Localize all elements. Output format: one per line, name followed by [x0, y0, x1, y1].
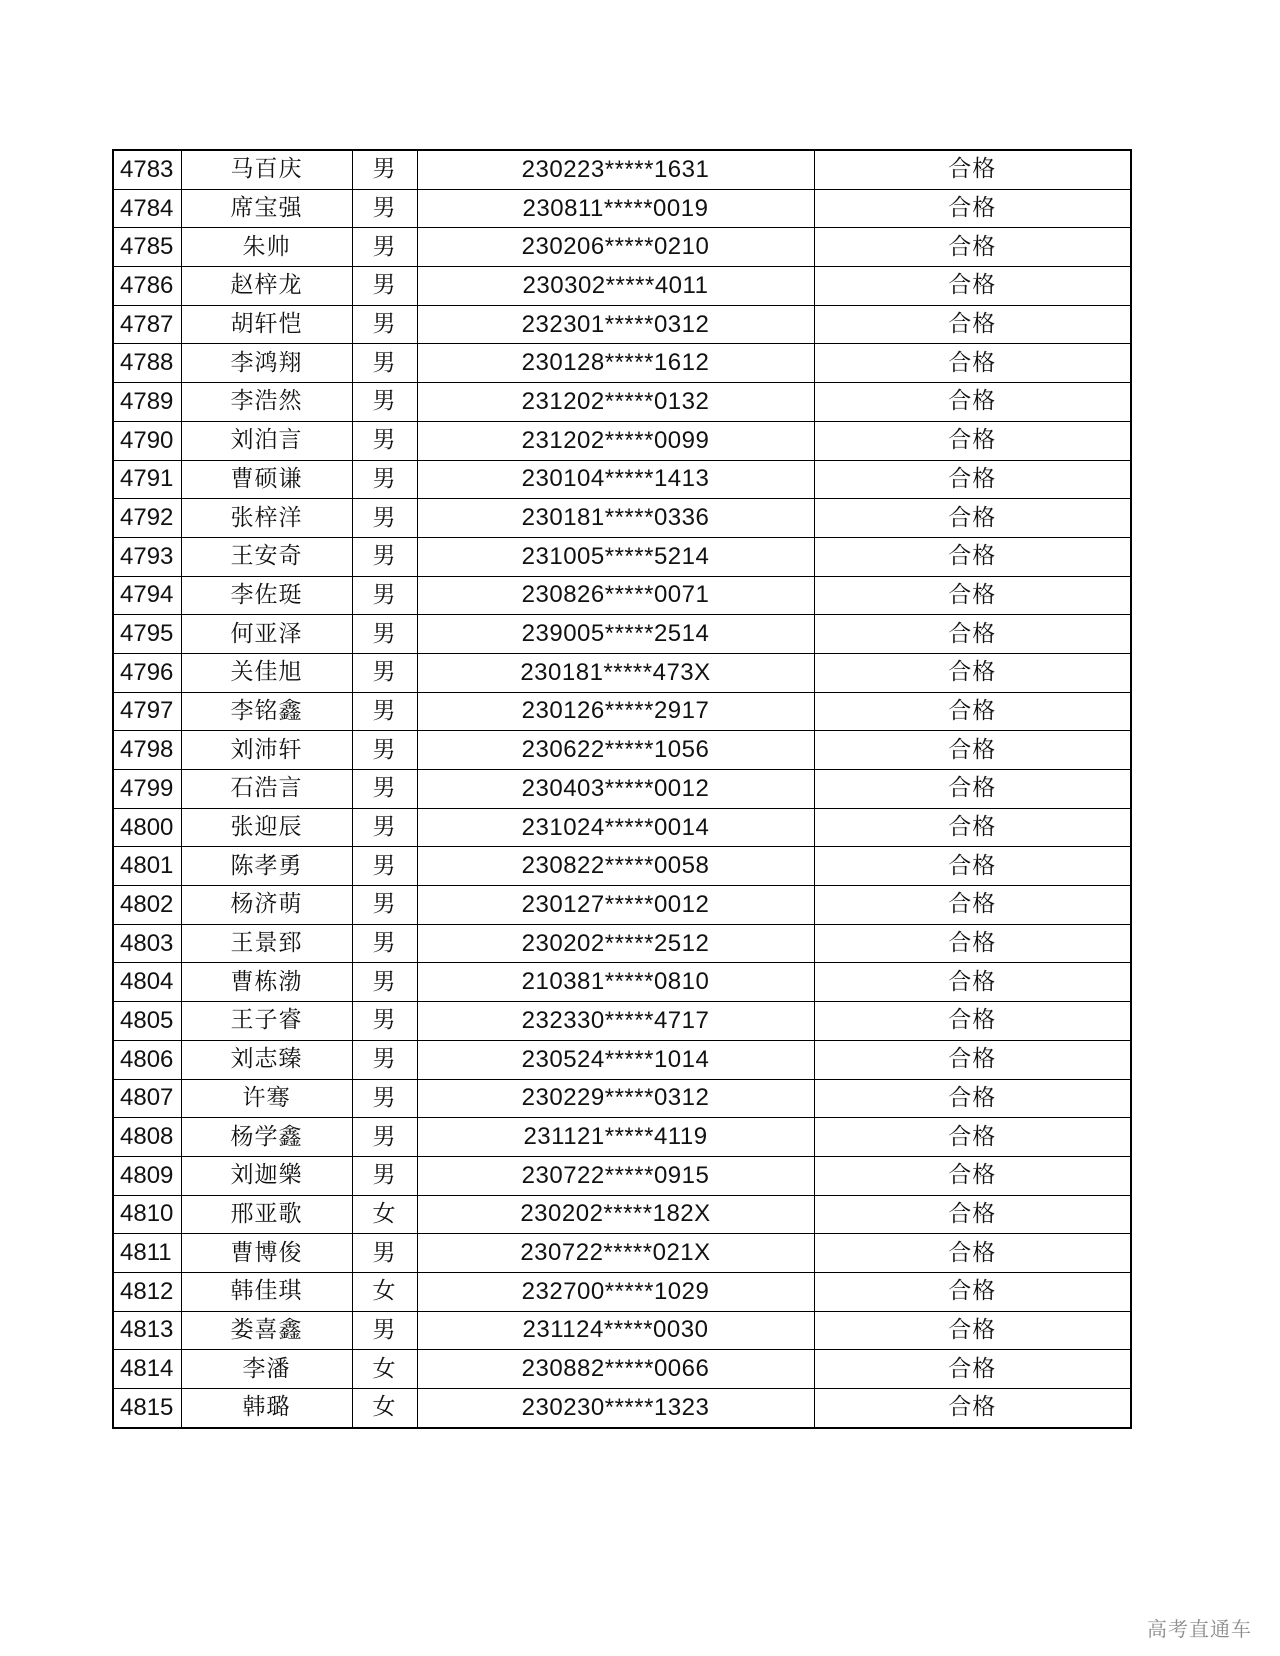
result-cell: 合格: [814, 305, 1131, 344]
result-cell: 合格: [814, 886, 1131, 925]
id-number: 230181*****0336: [417, 499, 814, 538]
table-row: [113, 150, 1131, 189]
gender-cell: 男: [352, 731, 417, 770]
result-cell: 合格: [814, 421, 1131, 460]
gender-cell: 男: [352, 886, 417, 925]
row-number: 4797: [113, 692, 181, 731]
table-row: [113, 305, 1131, 344]
gender-cell: 男: [352, 460, 417, 499]
result-cell: 合格: [814, 537, 1131, 576]
id-number: 230811*****0019: [417, 189, 814, 228]
id-number: 230202*****182X: [417, 1195, 814, 1234]
candidate-name: 胡轩恺: [181, 305, 352, 344]
row-number: 4793: [113, 537, 181, 576]
result-cell: 合格: [814, 692, 1131, 731]
result-cell: 合格: [814, 770, 1131, 809]
result-cell: 合格: [814, 1002, 1131, 1041]
table-row: [113, 537, 1131, 576]
table-row: [113, 344, 1131, 383]
id-number: 230126*****2917: [417, 692, 814, 731]
candidate-name: 杨济萌: [181, 886, 352, 925]
row-number: 4799: [113, 770, 181, 809]
id-number: 210381*****0810: [417, 963, 814, 1002]
row-number: 4801: [113, 847, 181, 886]
row-number: 4789: [113, 383, 181, 422]
row-number: 4800: [113, 808, 181, 847]
id-number: 239005*****2514: [417, 615, 814, 654]
gender-cell: 男: [352, 499, 417, 538]
table-row: [113, 847, 1131, 886]
gender-cell: 男: [352, 770, 417, 809]
candidate-name: 许骞: [181, 1079, 352, 1118]
id-number: 232301*****0312: [417, 305, 814, 344]
table-row: [113, 1079, 1131, 1118]
candidate-name: 刘沛轩: [181, 731, 352, 770]
result-cell: 合格: [814, 924, 1131, 963]
id-number: 230230*****1323: [417, 1389, 814, 1428]
row-number: 4786: [113, 267, 181, 306]
row-number: 4790: [113, 421, 181, 460]
table-row: [113, 1350, 1131, 1389]
table-row: [113, 1389, 1131, 1428]
row-number: 4805: [113, 1002, 181, 1041]
row-number: 4809: [113, 1156, 181, 1195]
table-row: [113, 692, 1131, 731]
gender-cell: 女: [352, 1272, 417, 1311]
result-cell: 合格: [814, 1350, 1131, 1389]
gender-cell: 男: [352, 1002, 417, 1041]
result-cell: 合格: [814, 1195, 1131, 1234]
row-number: 4792: [113, 499, 181, 538]
id-number: 231202*****0132: [417, 383, 814, 422]
row-number: 4812: [113, 1272, 181, 1311]
result-cell: 合格: [814, 228, 1131, 267]
result-cell: 合格: [814, 576, 1131, 615]
candidate-name: 韩璐: [181, 1389, 352, 1428]
row-number: 4787: [113, 305, 181, 344]
id-number: 231005*****5214: [417, 537, 814, 576]
candidate-name: 马百庆: [181, 150, 352, 189]
row-number: 4807: [113, 1079, 181, 1118]
gender-cell: 男: [352, 228, 417, 267]
result-cell: 合格: [814, 1079, 1131, 1118]
row-number: 4808: [113, 1118, 181, 1157]
candidate-name: 石浩言: [181, 770, 352, 809]
table-row: [113, 1156, 1131, 1195]
id-number: 230722*****021X: [417, 1234, 814, 1273]
candidate-name: 曹硕谦: [181, 460, 352, 499]
table-row: [113, 460, 1131, 499]
gender-cell: 男: [352, 963, 417, 1002]
table-row: [113, 1195, 1131, 1234]
table-row: [113, 1234, 1131, 1273]
gender-cell: 男: [352, 924, 417, 963]
table-row: [113, 421, 1131, 460]
result-cell: 合格: [814, 615, 1131, 654]
candidate-name: 赵梓龙: [181, 267, 352, 306]
gender-cell: 男: [352, 692, 417, 731]
gender-cell: 女: [352, 1350, 417, 1389]
candidate-name: 娄喜鑫: [181, 1311, 352, 1350]
gender-cell: 男: [352, 847, 417, 886]
result-cell: 合格: [814, 189, 1131, 228]
table-row: [113, 383, 1131, 422]
candidate-name: 朱帅: [181, 228, 352, 267]
row-number: 4815: [113, 1389, 181, 1428]
id-number: 230302*****4011: [417, 267, 814, 306]
row-number: 4785: [113, 228, 181, 267]
row-number: 4784: [113, 189, 181, 228]
candidate-name: 席宝强: [181, 189, 352, 228]
results-table-body: [113, 150, 1131, 1428]
result-cell: 合格: [814, 1234, 1131, 1273]
gender-cell: 男: [352, 421, 417, 460]
gender-cell: 男: [352, 383, 417, 422]
candidate-name: 韩佳琪: [181, 1272, 352, 1311]
result-cell: 合格: [814, 653, 1131, 692]
result-cell: 合格: [814, 808, 1131, 847]
table-row: [113, 1272, 1131, 1311]
row-number: 4806: [113, 1040, 181, 1079]
candidate-name: 邢亚歌: [181, 1195, 352, 1234]
result-cell: 合格: [814, 1156, 1131, 1195]
candidate-name: 关佳旭: [181, 653, 352, 692]
candidate-name: 李潘: [181, 1350, 352, 1389]
result-cell: 合格: [814, 499, 1131, 538]
result-cell: 合格: [814, 1311, 1131, 1350]
table-row: [113, 963, 1131, 1002]
id-number: 230206*****0210: [417, 228, 814, 267]
result-cell: 合格: [814, 1272, 1131, 1311]
candidate-name: 陈孝勇: [181, 847, 352, 886]
id-number: 230127*****0012: [417, 886, 814, 925]
table-row: [113, 924, 1131, 963]
gender-cell: 男: [352, 189, 417, 228]
table-row: [113, 499, 1131, 538]
table-row: [113, 228, 1131, 267]
table-row: [113, 653, 1131, 692]
results-table: [112, 149, 1132, 1429]
result-cell: 合格: [814, 731, 1131, 770]
id-number: 231124*****0030: [417, 1311, 814, 1350]
candidate-name: 王子睿: [181, 1002, 352, 1041]
table-row: [113, 1118, 1131, 1157]
row-number: 4796: [113, 653, 181, 692]
gender-cell: 男: [352, 808, 417, 847]
row-number: 4798: [113, 731, 181, 770]
id-number: 230826*****0071: [417, 576, 814, 615]
id-number: 230128*****1612: [417, 344, 814, 383]
candidate-name: 李鸿翔: [181, 344, 352, 383]
gender-cell: 男: [352, 305, 417, 344]
watermark-text: 高考直通车: [1147, 1617, 1252, 1641]
row-number: 4794: [113, 576, 181, 615]
result-cell: 合格: [814, 344, 1131, 383]
candidate-name: 张迎辰: [181, 808, 352, 847]
table-row: [113, 808, 1131, 847]
result-cell: 合格: [814, 1118, 1131, 1157]
gender-cell: 男: [352, 344, 417, 383]
table-row: [113, 1002, 1131, 1041]
table-row: [113, 886, 1131, 925]
result-cell: 合格: [814, 150, 1131, 189]
gender-cell: 女: [352, 1195, 417, 1234]
id-number: 230722*****0915: [417, 1156, 814, 1195]
id-number: 230181*****473X: [417, 653, 814, 692]
result-cell: 合格: [814, 460, 1131, 499]
id-number: 230524*****1014: [417, 1040, 814, 1079]
row-number: 4813: [113, 1311, 181, 1350]
gender-cell: 女: [352, 1389, 417, 1428]
candidate-name: 张梓洋: [181, 499, 352, 538]
gender-cell: 男: [352, 653, 417, 692]
id-number: 230622*****1056: [417, 731, 814, 770]
candidate-name: 刘志臻: [181, 1040, 352, 1079]
candidate-name: 曹博俊: [181, 1234, 352, 1273]
table-row: [113, 189, 1131, 228]
result-cell: 合格: [814, 383, 1131, 422]
row-number: 4783: [113, 150, 181, 189]
gender-cell: 男: [352, 1079, 417, 1118]
result-cell: 合格: [814, 1389, 1131, 1428]
gender-cell: 男: [352, 1156, 417, 1195]
candidate-name: 杨学鑫: [181, 1118, 352, 1157]
row-number: 4804: [113, 963, 181, 1002]
id-number: 230223*****1631: [417, 150, 814, 189]
candidate-name: 李佐珽: [181, 576, 352, 615]
table-row: [113, 615, 1131, 654]
row-number: 4791: [113, 460, 181, 499]
gender-cell: 男: [352, 267, 417, 306]
row-number: 4811: [113, 1234, 181, 1273]
row-number: 4814: [113, 1350, 181, 1389]
table-row: [113, 576, 1131, 615]
gender-cell: 男: [352, 1311, 417, 1350]
id-number: 230403*****0012: [417, 770, 814, 809]
candidate-name: 曹栋渤: [181, 963, 352, 1002]
gender-cell: 男: [352, 615, 417, 654]
table-row: [113, 731, 1131, 770]
gender-cell: 男: [352, 576, 417, 615]
table-row: [113, 267, 1131, 306]
id-number: 231024*****0014: [417, 808, 814, 847]
row-number: 4803: [113, 924, 181, 963]
table-row: [113, 1040, 1131, 1079]
gender-cell: 男: [352, 1040, 417, 1079]
id-number: 230202*****2512: [417, 924, 814, 963]
candidate-name: 李铭鑫: [181, 692, 352, 731]
gender-cell: 男: [352, 537, 417, 576]
result-cell: 合格: [814, 267, 1131, 306]
id-number: 231202*****0099: [417, 421, 814, 460]
id-number: 230104*****1413: [417, 460, 814, 499]
candidate-name: 李浩然: [181, 383, 352, 422]
gender-cell: 男: [352, 150, 417, 189]
candidate-name: 王景郅: [181, 924, 352, 963]
id-number: 230822*****0058: [417, 847, 814, 886]
table-row: [113, 1311, 1131, 1350]
result-cell: 合格: [814, 1040, 1131, 1079]
candidate-name: 何亚泽: [181, 615, 352, 654]
id-number: 232700*****1029: [417, 1272, 814, 1311]
gender-cell: 男: [352, 1234, 417, 1273]
id-number: 231121*****4119: [417, 1118, 814, 1157]
row-number: 4810: [113, 1195, 181, 1234]
row-number: 4802: [113, 886, 181, 925]
result-cell: 合格: [814, 963, 1131, 1002]
table-row: [113, 770, 1131, 809]
row-number: 4788: [113, 344, 181, 383]
id-number: 230882*****0066: [417, 1350, 814, 1389]
candidate-name: 刘泊言: [181, 421, 352, 460]
result-cell: 合格: [814, 847, 1131, 886]
id-number: 232330*****4717: [417, 1002, 814, 1041]
candidate-name: 刘迦樂: [181, 1156, 352, 1195]
id-number: 230229*****0312: [417, 1079, 814, 1118]
row-number: 4795: [113, 615, 181, 654]
candidate-name: 王安奇: [181, 537, 352, 576]
gender-cell: 男: [352, 1118, 417, 1157]
